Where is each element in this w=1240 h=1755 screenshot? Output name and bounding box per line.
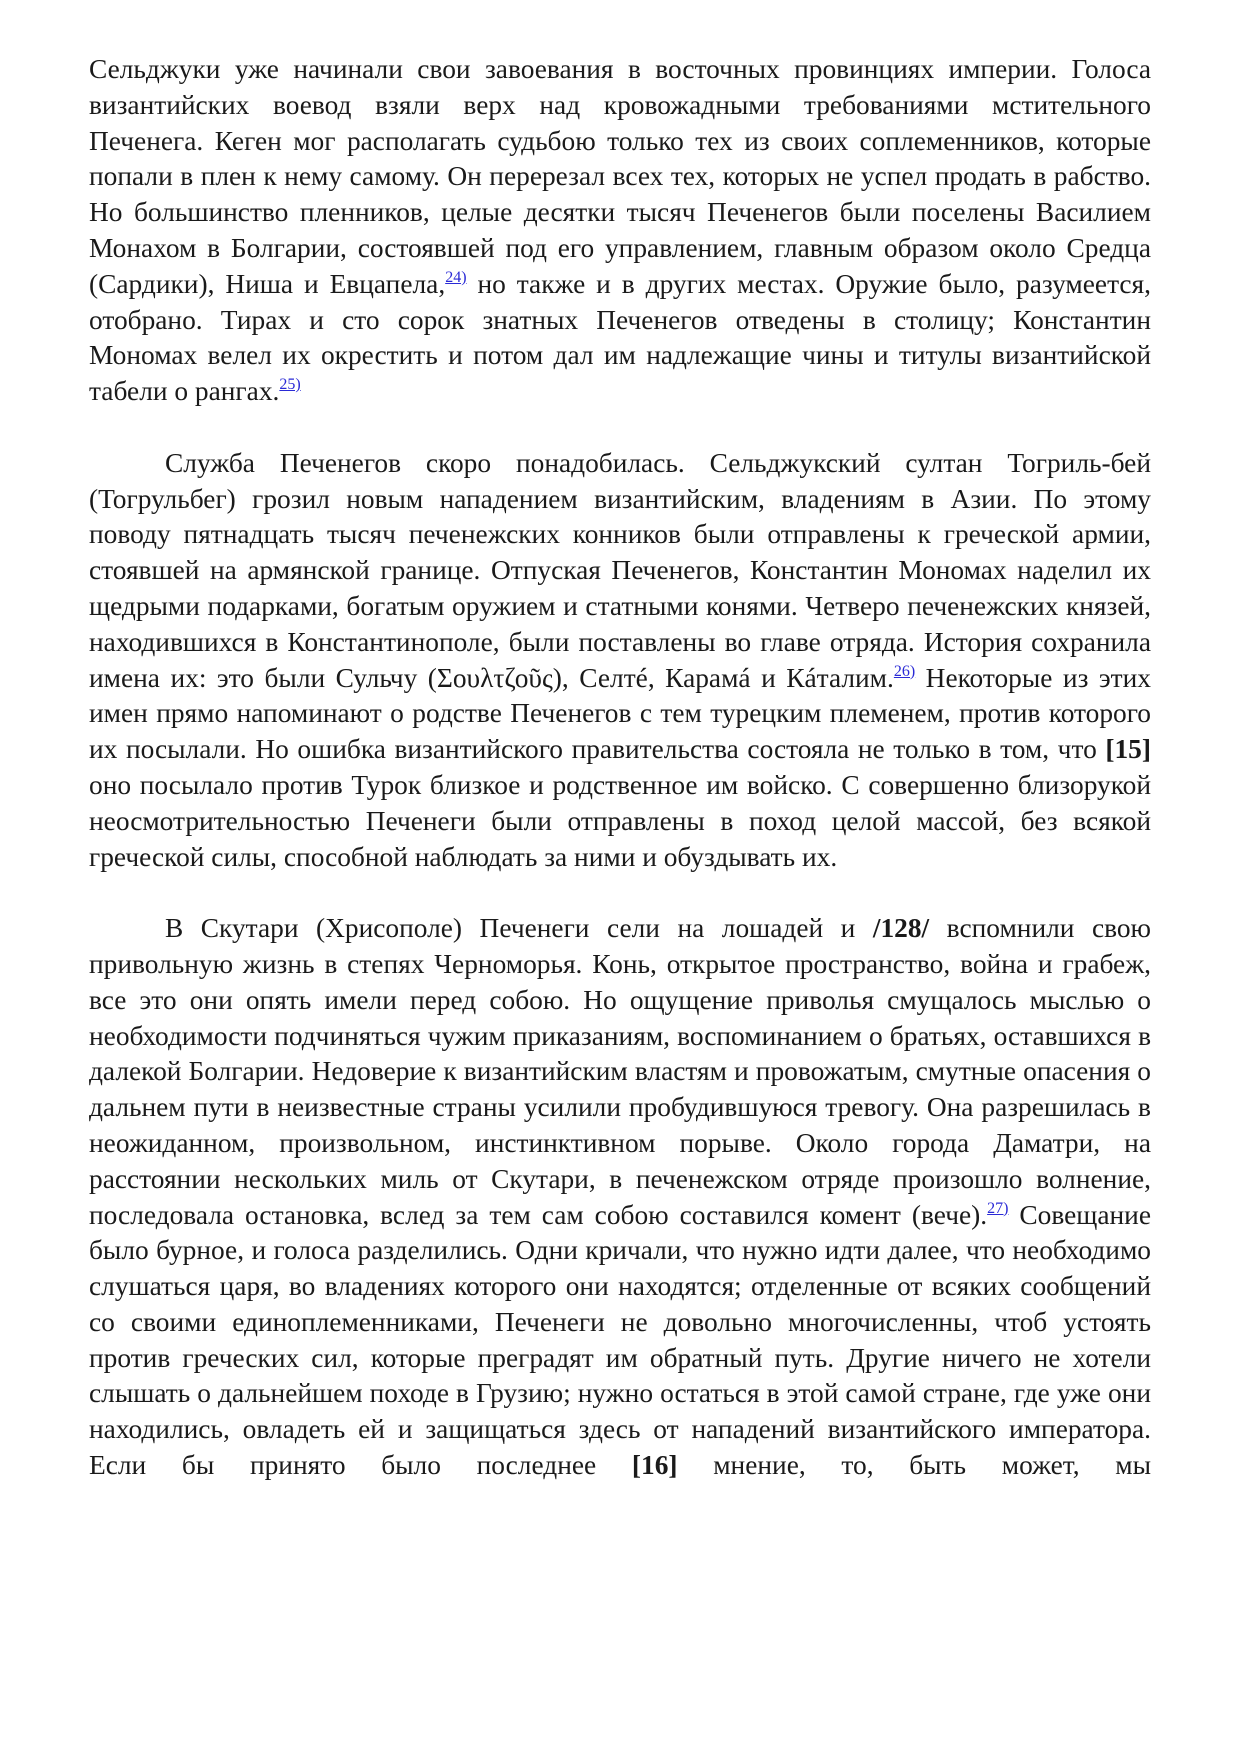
footnote-link-25[interactable]: 25): [279, 376, 301, 394]
text-run: В Скутари (Хрисополе) Печенеги сели на лошадей и: [165, 913, 873, 944]
text-run: вспомнили свою привольную жизнь в степях Черноморья. Конь, открытое пространство, война и грабеж, все это они опять имели перед собою. Но ощущение приволья смущалось мыслью о необходимости подчиняться чужим приказаниям, воспоминанием о братьях, оставшихся в далекой Болгарии. Недоверие к византийским властям и провожатым, смутные опасения о дальнем пути в неизвестные страны усилили пробудившуюся тревогу. Она разрешилась в неожиданном, произвольном, инстинктивном порыве. Около города Даматри, на расстоянии нескольких миль от Скутари, в печенежском отряде произошло волнение, последовала остановка, вслед за тем сам собою составился комент (вече).: [89, 913, 1152, 1230]
paragraph-1: [89, 52, 1151, 410]
page-marker-16: [16]: [631, 1450, 678, 1481]
text-run: оно посылало против Турок близкое и родственное им войско. С совершенно близорукой неосмотрительностью Печенеги были отправлены в поход целой массой, без всякой греческой силы, способной наблюдать за ними и обуздывать их.: [89, 769, 1151, 872]
footnote-link-26[interactable]: 26): [893, 662, 916, 680]
footnote-link-24[interactable]: 24): [445, 268, 467, 286]
text-run: Сельджуки уже начинали свои завоевания в восточных провинциях империи. Голоса византийских воевод взяли верх над кровожадными требованиями мстительного Печенега. Кеген мог располагать судьбою только тех из своих соплеменников, которые попали в плен к нему самому. Он перерезал всех тех, которых не успел продать в рабство. Но большинство пленников, целые десятки тысяч Печенегов были поселены Василием Монахом в Болгарии, состоявшей под его управлением, главным образом около Средца (Сардики), Ниша и Евцапела,: [89, 54, 1151, 299]
text-run: Некоторые из этих имен прямо напоминают о родстве Печенегов с тем турецким племенем, против которого их посылали. Но ошибка византийского правительства состояла не только в том, что: [89, 662, 1151, 765]
text-run: мнение, то, быть может, мы: [677, 1450, 1151, 1481]
text-run: Служба Печенегов скоро понадобилась. Сельджукский султан Тогриль-бей (Тогрульбег) грозил новым нападением византийским, владениям в Азии. По этому поводу пятнадцать тысяч печенежских конников были отправлены к греческой армии, стоявшей на армянской границе. Отпуская Печенегов, Константин Мономах наделил их щедрыми подарками, богатым оружием и статными конями. Четверо печенежских князей, находившихся в Константинополе, были поставлены во главе отряда. История сохранила имена их: это были Сульчу (Σουλτζοῦς), Селтé, Карамá и Кáталим.: [89, 447, 1151, 693]
footnote-link-27[interactable]: 27): [987, 1199, 1009, 1217]
paragraph-2: [89, 446, 1151, 876]
document-page: [89, 52, 1151, 1484]
page-marker-15: [15]: [1105, 734, 1151, 765]
text-run: но также и в других местах. Оружие было, разумеется, отобрано. Тирах и сто сорок знатных Печенегов отведены в столицу; Константин Мономах велел их окрестить и потом дал им надлежащие чины и титулы византийской табели о рангах.: [89, 268, 1151, 407]
page-marker-128: /128/: [872, 913, 930, 944]
text-run: Совещание было бурное, и голоса разделились. Одни кричали, что нужно идти далее, что необходимо слушаться царя, во владениях которого они находятся; отделенные от всяких сообщений со своими единоплеменниками, Печенеги не довольно многочисленны, чтоб устоять против греческих сил, которые преградят им обратный путь. Другие ничего не хотели слышать о дальнейшем походе в Грузию; нужно остаться в этой самой стране, где уже они находились, овладеть ей и защищаться здесь от нападений византийского императора. Если бы принято было последнее: [89, 1199, 1151, 1481]
paragraph-3: [89, 911, 1151, 1484]
